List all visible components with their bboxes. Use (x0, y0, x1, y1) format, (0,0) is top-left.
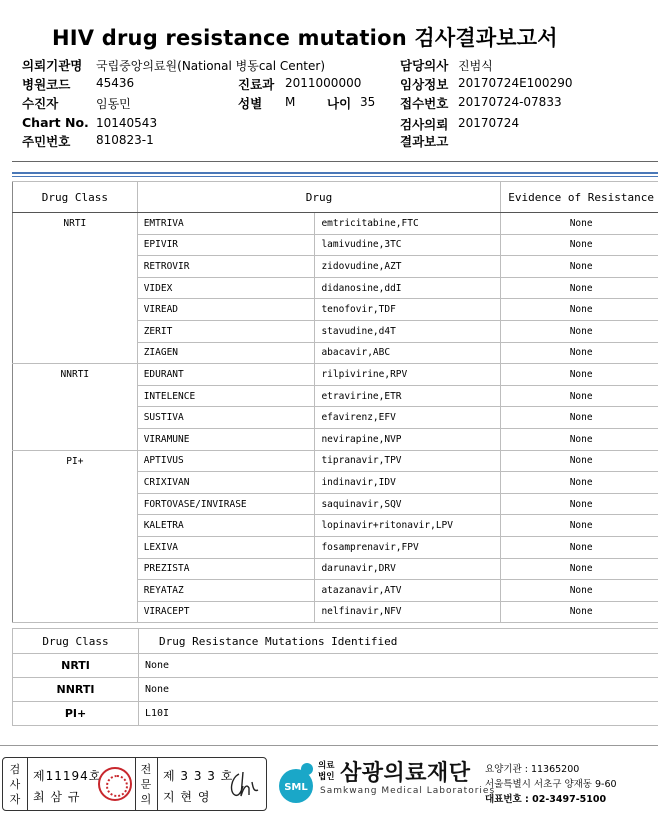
department-label: 진료과 (238, 77, 275, 92)
drug-class-cell: NRTI (13, 213, 138, 364)
org-info (485, 762, 617, 807)
drug-generic-cell: fosamprenavir,FPV (315, 536, 501, 558)
resistance-table (12, 181, 658, 623)
evidence-cell: None (501, 450, 658, 472)
drug-brand-cell: INTELENCE (137, 385, 315, 407)
report-label: 결과보고 (400, 134, 449, 149)
doctor-label: 담당의사 (400, 58, 449, 73)
examiner-name: 최 삼 규 (33, 790, 81, 804)
seal-stamp-icon (98, 767, 132, 801)
evidence-cell: None (501, 558, 658, 580)
signature-divider (157, 758, 158, 810)
handwritten-signature-icon (225, 768, 261, 802)
patient-value: 임동민 (96, 97, 131, 111)
report-title: HIV drug resistance mutation 검사결과보고서 (52, 26, 558, 50)
request-value: 20170724 (458, 116, 520, 130)
table-row (13, 364, 658, 386)
mutation-table (12, 628, 658, 726)
evidence-cell: None (501, 536, 658, 558)
clinical-value: 20170724E100290 (458, 76, 573, 90)
chart-label: Chart No. (22, 115, 89, 130)
signature-divider (27, 758, 28, 810)
mutation-class-cell: NNRTI (13, 678, 139, 702)
id-label: 주민번호 (22, 134, 71, 149)
accent-divider-thin (12, 176, 658, 177)
drug-brand-cell: CRIXIVAN (137, 472, 315, 494)
examiner-vertical-label: 검사자 (9, 763, 21, 806)
drug-brand-cell: EDURANT (137, 364, 315, 386)
table-row (13, 654, 658, 678)
evidence-cell: None (501, 277, 658, 299)
evidence-cell: None (501, 299, 658, 321)
id-value: 810823-1 (96, 133, 154, 147)
drug-generic-cell: nelfinavir,NFV (315, 601, 501, 623)
sml-logo-icon (276, 760, 316, 806)
clinical-label: 임상정보 (400, 77, 449, 92)
drug-brand-cell: FORTOVASE/INVIRASE (137, 493, 315, 515)
reception-label: 접수번호 (400, 96, 449, 111)
table-row (13, 678, 658, 702)
chart-value: 10140543 (96, 116, 158, 130)
footer-divider (0, 745, 658, 746)
mutation-table-header (13, 629, 658, 654)
evidence-cell: None (501, 320, 658, 342)
specialist-name: 지 현 영 (163, 790, 211, 804)
mutation-class-cell: NRTI (13, 654, 139, 678)
org-legal-type: 의료법인 (318, 761, 335, 782)
evidence-cell: None (501, 472, 658, 494)
evidence-cell: None (501, 364, 658, 386)
evidence-cell: None (501, 428, 658, 450)
institution-label: 의뢰기관명 (22, 58, 83, 73)
drug-brand-cell: ZERIT (137, 320, 315, 342)
drug-generic-cell: emtricitabine,FTC (315, 213, 501, 235)
evidence-cell: None (501, 256, 658, 278)
drug-brand-cell: LEXIVA (137, 536, 315, 558)
resistance-table-header (13, 182, 658, 213)
mutation-table-body (13, 654, 658, 726)
mutation-class-cell: PI+ (13, 702, 139, 726)
table-row (13, 450, 658, 472)
reception-value: 20170724-07833 (458, 95, 562, 109)
org-phone: 대표번호 : 02-3497-5100 (485, 794, 607, 805)
patient-label: 수진자 (22, 96, 59, 111)
drug-brand-cell: KALETRA (137, 515, 315, 537)
org-name: 삼광의료재단 (340, 761, 471, 786)
drug-generic-cell: abacavir,ABC (315, 342, 501, 364)
col-mutations: Drug Resistance Mutations Identified (139, 629, 658, 654)
accent-divider-thick (12, 172, 658, 174)
drug-generic-cell: efavirenz,EFV (315, 407, 501, 429)
mutation-value-cell: None (139, 678, 658, 702)
evidence-cell: None (501, 213, 658, 235)
drug-generic-cell: darunavir,DRV (315, 558, 501, 580)
drug-generic-cell: zidovudine,AZT (315, 256, 501, 278)
drug-brand-cell: EMTRIVA (137, 213, 315, 235)
drug-brand-cell: SUSTIVA (137, 407, 315, 429)
drug-generic-cell: indinavir,IDV (315, 472, 501, 494)
drug-brand-cell: ZIAGEN (137, 342, 315, 364)
svg-text:SML: SML (284, 782, 308, 793)
evidence-cell: None (501, 385, 658, 407)
evidence-cell: None (501, 234, 658, 256)
drug-generic-cell: atazanavir,ATV (315, 580, 501, 602)
doctor-value: 진범식 (458, 59, 493, 73)
drug-brand-cell: VIDEX (137, 277, 315, 299)
drug-brand-cell: PREZISTA (137, 558, 315, 580)
mutation-value-cell: None (139, 654, 658, 678)
drug-generic-cell: lamivudine,3TC (315, 234, 501, 256)
org-code: 요양기관 : 11365200 (485, 764, 580, 775)
resistance-table-body (13, 213, 658, 623)
drug-brand-cell: VIRAMUNE (137, 428, 315, 450)
drug-generic-cell: nevirapine,NVP (315, 428, 501, 450)
drug-generic-cell: rilpivirine,RPV (315, 364, 501, 386)
evidence-cell: None (501, 580, 658, 602)
drug-brand-cell: APTIVUS (137, 450, 315, 472)
drug-brand-cell: EPIVIR (137, 234, 315, 256)
col-drug: Drug (137, 182, 501, 213)
col-mutation-class: Drug Class (13, 629, 139, 654)
drug-generic-cell: etravirine,ETR (315, 385, 501, 407)
col-evidence: Evidence of Resistance (501, 182, 658, 213)
org-english-name: Samkwang Medical Laboratories (320, 786, 496, 796)
age-value: 35 (360, 95, 376, 109)
specialist-number: 제 3 3 3 호 (163, 769, 234, 783)
drug-generic-cell: saquinavir,SQV (315, 493, 501, 515)
sex-value: M (285, 95, 296, 109)
sex-label: 성별 (238, 96, 263, 111)
mutation-value-cell: L10I (139, 702, 658, 726)
evidence-cell: None (501, 342, 658, 364)
evidence-cell: None (501, 493, 658, 515)
evidence-cell: None (501, 407, 658, 429)
header-divider (12, 161, 658, 162)
specialist-vertical-label: 전문의 (140, 763, 152, 806)
examiner-number: 제11194호 (33, 769, 102, 783)
signature-divider (135, 758, 136, 810)
org-address: 서울특별시 서초구 양재동 9-60 (485, 779, 617, 790)
age-label: 나이 (327, 96, 352, 111)
request-label: 검사의뢰 (400, 117, 449, 132)
table-row (13, 213, 658, 235)
signature-box (2, 757, 267, 811)
drug-brand-cell: VIREAD (137, 299, 315, 321)
hospital-code-label: 병원코드 (22, 77, 71, 92)
drug-brand-cell: VIRACEPT (137, 601, 315, 623)
drug-class-cell: PI+ (13, 450, 138, 623)
evidence-cell: None (501, 515, 658, 537)
evidence-cell: None (501, 601, 658, 623)
drug-brand-cell: REYATAZ (137, 580, 315, 602)
drug-generic-cell: didanosine,ddI (315, 277, 501, 299)
drug-brand-cell: RETROVIR (137, 256, 315, 278)
drug-generic-cell: stavudine,d4T (315, 320, 501, 342)
drug-generic-cell: tipranavir,TPV (315, 450, 501, 472)
hospital-code-value: 45436 (96, 76, 135, 90)
drug-generic-cell: tenofovir,TDF (315, 299, 501, 321)
col-drug-class: Drug Class (13, 182, 138, 213)
institution-value: 국립중앙의료원(National 병동cal Center) (96, 59, 325, 73)
drug-generic-cell: lopinavir+ritonavir,LPV (315, 515, 501, 537)
table-row (13, 702, 658, 726)
department-value: 2011000000 (285, 76, 362, 90)
drug-class-cell: NNRTI (13, 364, 138, 450)
